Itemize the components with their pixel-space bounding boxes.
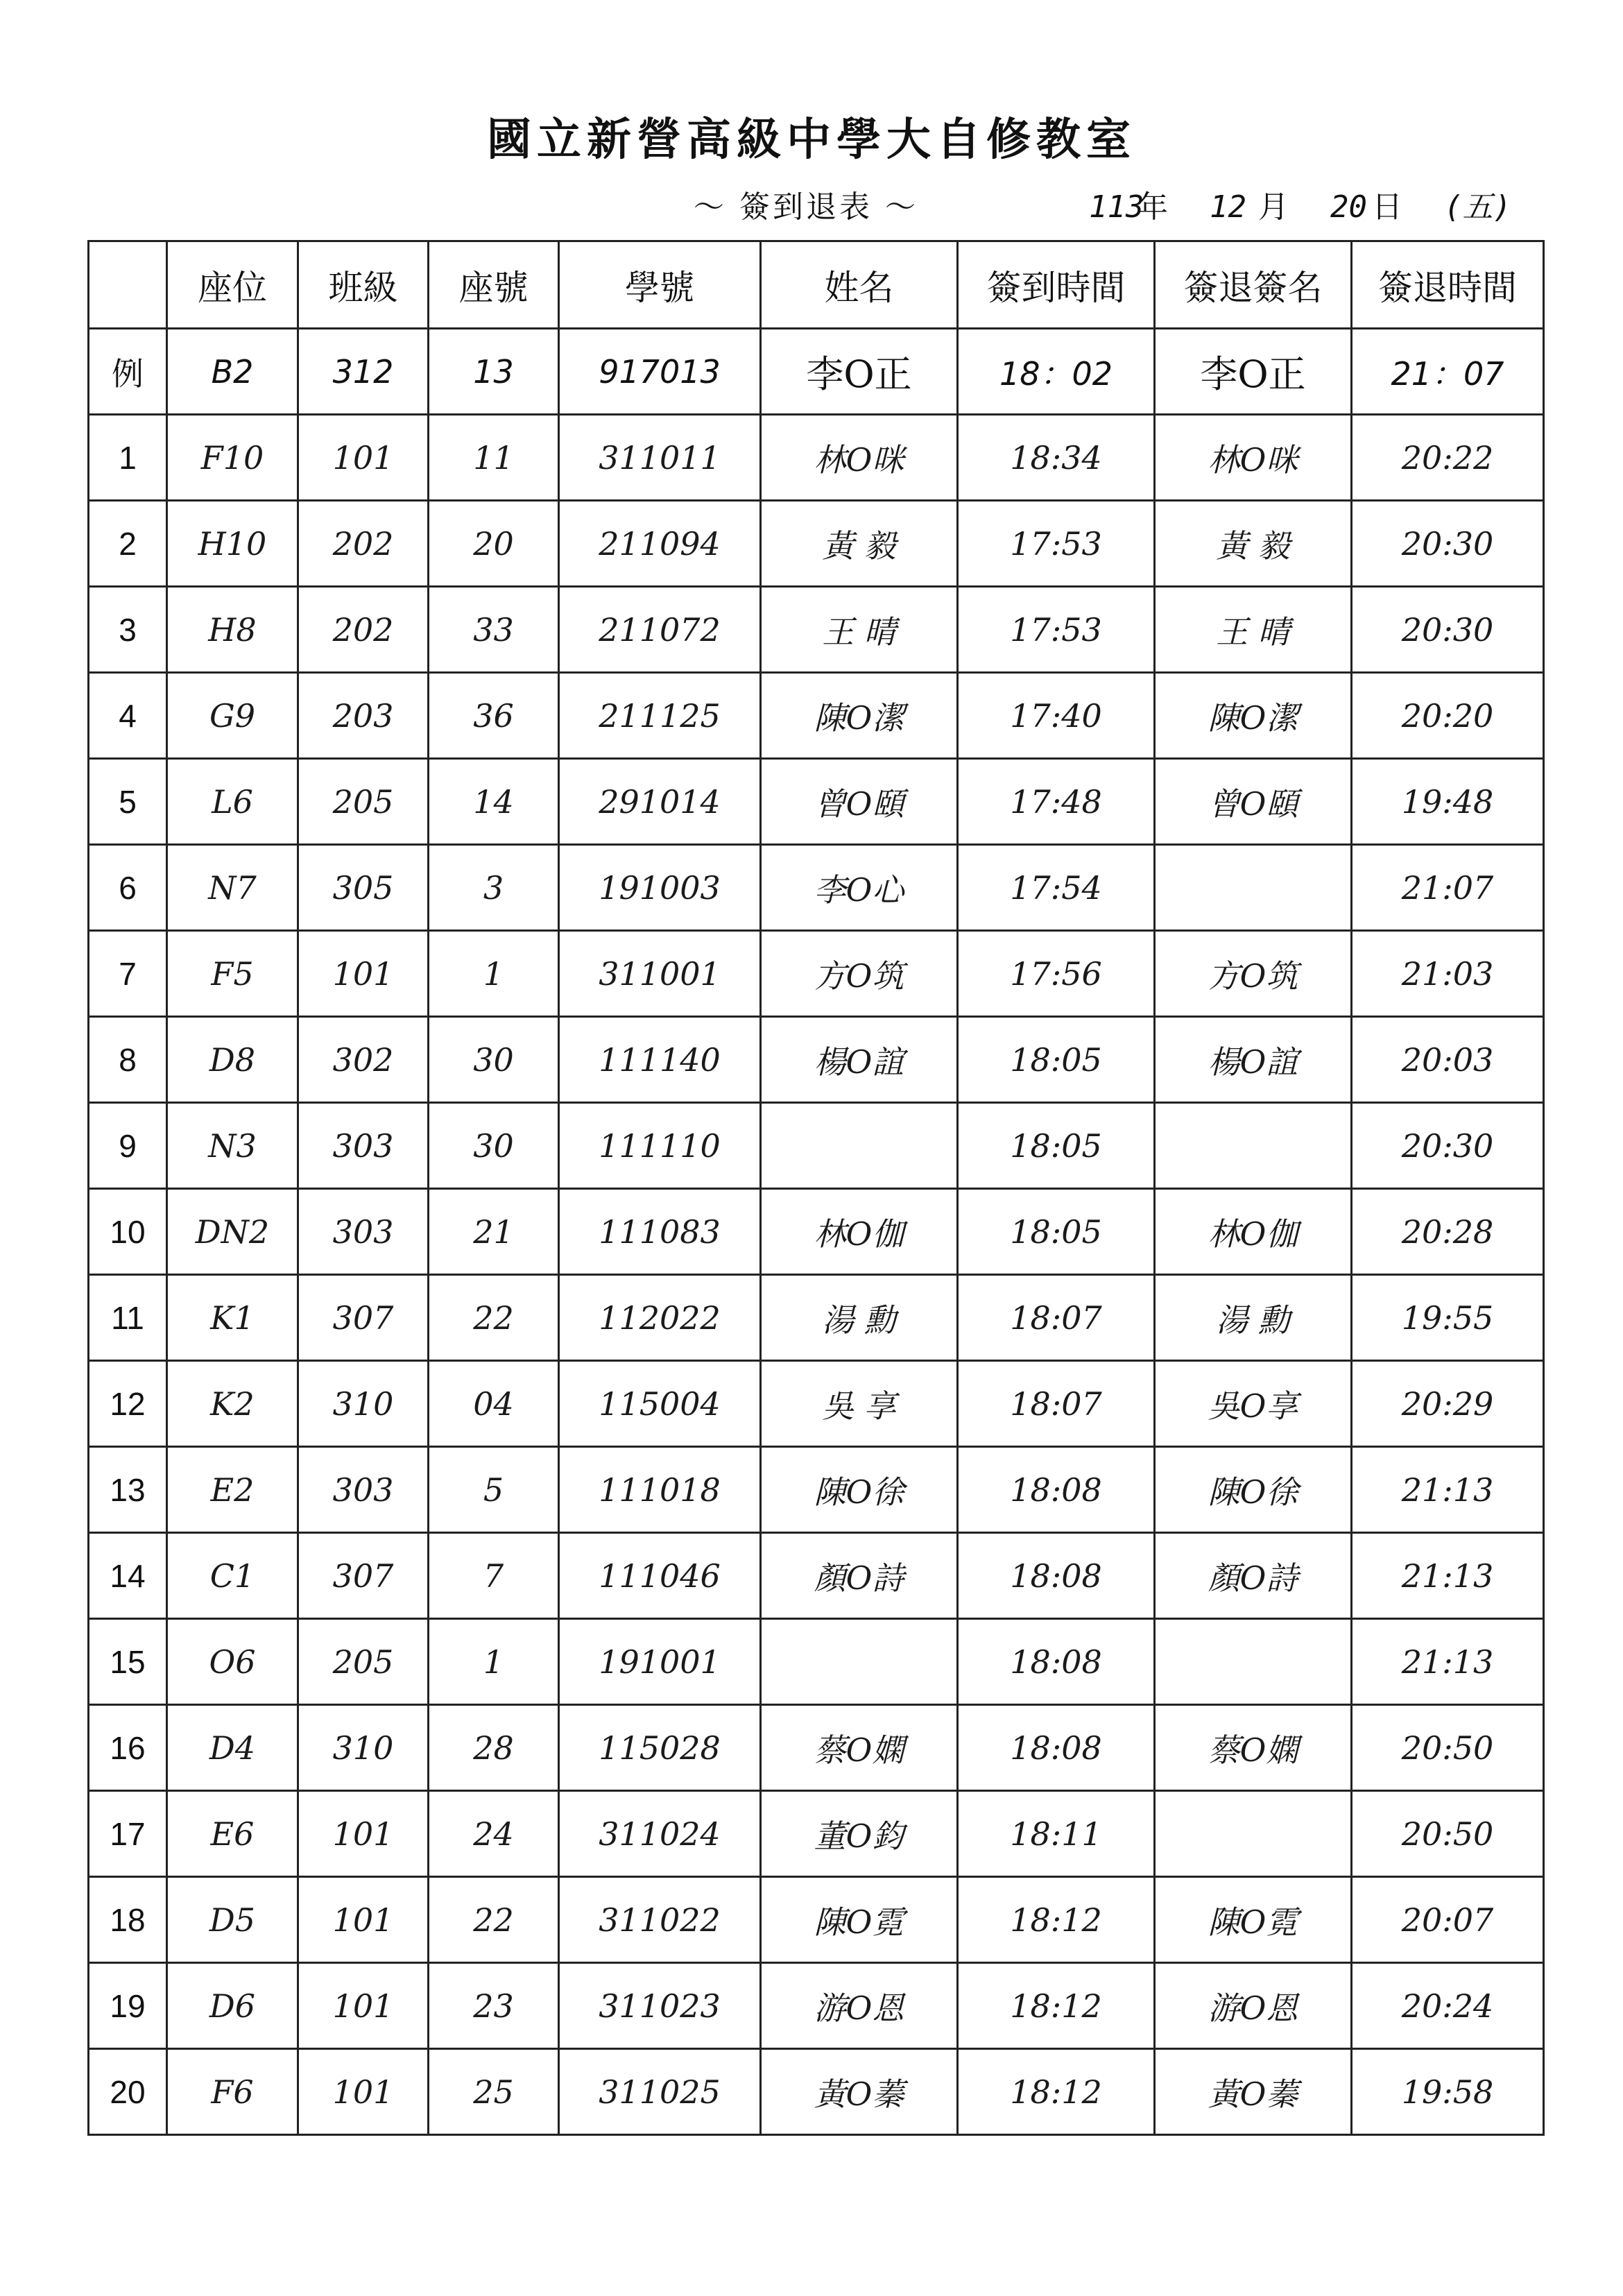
row-index: 10	[89, 1189, 167, 1275]
class-cell: 101	[298, 931, 429, 1017]
table-row	[89, 1791, 1544, 1877]
seat-no-cell: 22	[429, 1877, 559, 1963]
sign-in-time-cell: 17:48	[958, 759, 1155, 845]
sign-out-time-cell: 20:50	[1352, 1791, 1544, 1877]
table-header	[89, 241, 1544, 329]
class-cell: 305	[298, 845, 429, 931]
class-cell: 203	[298, 673, 429, 759]
sign-in-time-cell: 18:34	[958, 415, 1155, 501]
sign-in-time-cell: 18:07	[958, 1361, 1155, 1447]
row-index: 11	[89, 1275, 167, 1361]
col-student-id: 學號	[559, 241, 761, 329]
seat-cell: D4	[167, 1705, 298, 1791]
date-month: 12	[1210, 189, 1246, 225]
sign-out-time-cell: 20:50	[1352, 1705, 1544, 1791]
row-index: 20	[89, 2049, 167, 2135]
row-index: 8	[89, 1017, 167, 1103]
class-cell: 101	[298, 1963, 429, 2049]
sign-out-time-cell: 21:13	[1352, 1533, 1544, 1619]
sign-out-time-cell: 20:07	[1352, 1877, 1544, 1963]
name-cell: 黃O蓁	[761, 2049, 958, 2135]
sign-in-time-cell: 18:12	[958, 1877, 1155, 1963]
row-index: 19	[89, 1963, 167, 2049]
seat-no-cell: 7	[429, 1533, 559, 1619]
class-cell: 202	[298, 587, 429, 673]
date-day-label: 日	[1372, 189, 1402, 225]
sign-in-time-cell: 17:56	[958, 931, 1155, 1017]
seat-cell: B2	[167, 329, 298, 415]
col-seat: 座位	[167, 241, 298, 329]
seat-cell: G9	[167, 673, 298, 759]
table-row	[89, 1963, 1544, 2049]
seat-no-cell: 25	[429, 2049, 559, 2135]
name-cell: 董O鈞	[761, 1791, 958, 1877]
seat-no-cell: 36	[429, 673, 559, 759]
sign-in-time-cell: 18:05	[958, 1017, 1155, 1103]
student-id-cell: 111083	[559, 1189, 761, 1275]
name-cell: 林O咪	[761, 415, 958, 501]
table-row	[89, 1619, 1544, 1705]
seat-no-cell: 5	[429, 1447, 559, 1533]
seat-no-cell: 1	[429, 931, 559, 1017]
sign-in-time-cell: 18:07	[958, 1275, 1155, 1361]
student-id-cell: 112022	[559, 1275, 761, 1361]
table-row	[89, 1103, 1544, 1189]
col-index	[89, 241, 167, 329]
sign-out-time-cell: 20:22	[1352, 415, 1544, 501]
sign-out-signature-cell	[1155, 845, 1352, 931]
class-cell: 310	[298, 1361, 429, 1447]
row-index: 17	[89, 1791, 167, 1877]
table-row	[89, 1533, 1544, 1619]
row-index: 9	[89, 1103, 167, 1189]
seat-no-cell: 21	[429, 1189, 559, 1275]
name-cell: 陳O徐	[761, 1447, 958, 1533]
class-cell: 307	[298, 1275, 429, 1361]
table-row	[89, 1877, 1544, 1963]
table-row	[89, 1189, 1544, 1275]
sign-out-time-cell: 20:24	[1352, 1963, 1544, 2049]
seat-cell: F10	[167, 415, 298, 501]
row-index: 3	[89, 587, 167, 673]
student-id-cell: 191001	[559, 1619, 761, 1705]
col-seat-no: 座號	[429, 241, 559, 329]
sign-out-signature-cell: 黃O蓁	[1155, 2049, 1352, 2135]
sign-out-signature-cell: 王 晴	[1155, 587, 1352, 673]
name-cell: 陳O潔	[761, 673, 958, 759]
student-id-cell: 311011	[559, 415, 761, 501]
row-index: 15	[89, 1619, 167, 1705]
seat-no-cell: 30	[429, 1103, 559, 1189]
sign-out-signature-cell	[1155, 1619, 1352, 1705]
name-cell: 李O正	[761, 329, 958, 415]
row-index: 例	[89, 329, 167, 415]
subtitle-row	[0, 182, 1623, 230]
seat-no-cell: 28	[429, 1705, 559, 1791]
name-cell: 林O伽	[761, 1189, 958, 1275]
seat-cell: E2	[167, 1447, 298, 1533]
class-cell: 310	[298, 1705, 429, 1791]
name-cell: 湯 勳	[761, 1275, 958, 1361]
sign-in-time-cell: 17:40	[958, 673, 1155, 759]
seat-cell: H10	[167, 501, 298, 587]
student-id-cell: 211094	[559, 501, 761, 587]
class-cell: 312	[298, 329, 429, 415]
table-row	[89, 2049, 1544, 2135]
sign-out-signature-cell: 顏O詩	[1155, 1533, 1352, 1619]
row-index: 12	[89, 1361, 167, 1447]
seat-no-cell: 3	[429, 845, 559, 931]
sign-in-time-cell: 17:53	[958, 501, 1155, 587]
sign-out-signature-cell: 湯 勳	[1155, 1275, 1352, 1361]
sign-out-time-cell: 19:55	[1352, 1275, 1544, 1361]
sign-in-table	[87, 240, 1545, 2136]
seat-no-cell: 20	[429, 501, 559, 587]
col-sign-out-time: 簽退時間	[1352, 241, 1544, 329]
seat-no-cell: 24	[429, 1791, 559, 1877]
seat-cell: L6	[167, 759, 298, 845]
class-cell: 303	[298, 1447, 429, 1533]
sign-out-signature-cell: 楊O誼	[1155, 1017, 1352, 1103]
student-id-cell: 311022	[559, 1877, 761, 1963]
seat-cell: K2	[167, 1361, 298, 1447]
seat-no-cell: 04	[429, 1361, 559, 1447]
row-index: 5	[89, 759, 167, 845]
seat-no-cell: 33	[429, 587, 559, 673]
sign-in-time-cell: 17:54	[958, 845, 1155, 931]
sign-out-time-cell: 19:48	[1352, 759, 1544, 845]
class-cell: 303	[298, 1103, 429, 1189]
row-index: 18	[89, 1877, 167, 1963]
row-index: 2	[89, 501, 167, 587]
name-cell: 黃 毅	[761, 501, 958, 587]
row-index: 7	[89, 931, 167, 1017]
date-weekday: (五)	[1444, 189, 1511, 225]
table-row	[89, 845, 1544, 931]
form-date	[1089, 182, 1511, 226]
table-row	[89, 1705, 1544, 1791]
student-id-cell: 311023	[559, 1963, 761, 2049]
seat-cell: D6	[167, 1963, 298, 2049]
seat-no-cell: 22	[429, 1275, 559, 1361]
sign-out-signature-cell: 吳O享	[1155, 1361, 1352, 1447]
row-index: 16	[89, 1705, 167, 1791]
seat-cell: C1	[167, 1533, 298, 1619]
class-cell: 101	[298, 2049, 429, 2135]
sign-out-time-cell: 21:13	[1352, 1619, 1544, 1705]
sign-out-signature-cell: 李O正	[1155, 329, 1352, 415]
name-cell: 顏O詩	[761, 1533, 958, 1619]
seat-no-cell: 14	[429, 759, 559, 845]
date-month-label: 月	[1258, 189, 1289, 225]
class-cell: 101	[298, 415, 429, 501]
row-index: 4	[89, 673, 167, 759]
seat-no-cell: 11	[429, 415, 559, 501]
sign-in-time-cell: 18:08	[958, 1705, 1155, 1791]
seat-cell: D8	[167, 1017, 298, 1103]
date-year: 113	[1089, 189, 1144, 225]
sign-out-signature-cell: 蔡O嫻	[1155, 1705, 1352, 1791]
sign-out-time-cell: 19:58	[1352, 2049, 1544, 2135]
sign-out-signature-cell: 林O伽	[1155, 1189, 1352, 1275]
table-row	[89, 759, 1544, 845]
date-day: 20	[1330, 189, 1367, 225]
sign-out-time-cell: 21：07	[1352, 329, 1544, 415]
name-cell: 楊O誼	[761, 1017, 958, 1103]
student-id-cell: 917013	[559, 329, 761, 415]
sign-in-time-cell: 18:05	[958, 1103, 1155, 1189]
table-row	[89, 587, 1544, 673]
name-cell: 曾O頤	[761, 759, 958, 845]
seat-cell: K1	[167, 1275, 298, 1361]
student-id-cell: 111046	[559, 1533, 761, 1619]
table-row	[89, 415, 1544, 501]
sign-out-signature-cell: 曾O頤	[1155, 759, 1352, 845]
seat-cell: F5	[167, 931, 298, 1017]
student-id-cell: 211072	[559, 587, 761, 673]
sign-in-time-cell: 18:08	[958, 1533, 1155, 1619]
row-index: 14	[89, 1533, 167, 1619]
student-id-cell: 211125	[559, 673, 761, 759]
sign-in-time-cell: 18:08	[958, 1619, 1155, 1705]
sign-in-time-cell: 18:05	[958, 1189, 1155, 1275]
table-row	[89, 1275, 1544, 1361]
sign-out-signature-cell	[1155, 1791, 1352, 1877]
name-cell: 李O心	[761, 845, 958, 931]
sign-out-time-cell: 20:28	[1352, 1189, 1544, 1275]
seat-cell: E6	[167, 1791, 298, 1877]
student-id-cell: 311024	[559, 1791, 761, 1877]
row-index: 13	[89, 1447, 167, 1533]
seat-cell: N7	[167, 845, 298, 931]
sign-out-signature-cell: 陳O徐	[1155, 1447, 1352, 1533]
class-cell: 205	[298, 1619, 429, 1705]
class-cell: 303	[298, 1189, 429, 1275]
table-row	[89, 501, 1544, 587]
sign-out-signature-cell: 陳O潔	[1155, 673, 1352, 759]
student-id-cell: 115004	[559, 1361, 761, 1447]
class-cell: 101	[298, 1791, 429, 1877]
seat-cell: DN2	[167, 1189, 298, 1275]
sign-out-time-cell: 20:29	[1352, 1361, 1544, 1447]
name-cell: 游O恩	[761, 1963, 958, 2049]
col-class: 班級	[298, 241, 429, 329]
name-cell: 方O筑	[761, 931, 958, 1017]
sign-in-time-cell: 17:53	[958, 587, 1155, 673]
class-cell: 202	[298, 501, 429, 587]
name-cell: 陳O霓	[761, 1877, 958, 1963]
student-id-cell: 115028	[559, 1705, 761, 1791]
seat-cell: D5	[167, 1877, 298, 1963]
sign-out-signature-cell: 林O咪	[1155, 415, 1352, 501]
sign-in-time-cell: 18:11	[958, 1791, 1155, 1877]
name-cell: 吳 享	[761, 1361, 958, 1447]
sign-out-time-cell: 20:30	[1352, 1103, 1544, 1189]
sign-in-time-cell: 18：02	[958, 329, 1155, 415]
sign-in-time-cell: 18:12	[958, 1963, 1155, 2049]
sign-out-signature-cell: 方O筑	[1155, 931, 1352, 1017]
student-id-cell: 291014	[559, 759, 761, 845]
col-sign-out-signature: 簽退簽名	[1155, 241, 1352, 329]
sign-out-time-cell: 20:20	[1352, 673, 1544, 759]
student-id-cell: 311025	[559, 2049, 761, 2135]
class-cell: 302	[298, 1017, 429, 1103]
sign-out-signature-cell: 黃 毅	[1155, 501, 1352, 587]
sign-out-signature-cell: 游O恩	[1155, 1963, 1352, 2049]
sign-out-time-cell: 21:07	[1352, 845, 1544, 931]
table-row	[89, 673, 1544, 759]
seat-cell: F6	[167, 2049, 298, 2135]
row-index: 6	[89, 845, 167, 931]
student-id-cell: 311001	[559, 931, 761, 1017]
sign-out-time-cell: 20:30	[1352, 501, 1544, 587]
table-row	[89, 1017, 1544, 1103]
seat-no-cell: 1	[429, 1619, 559, 1705]
seat-cell: H8	[167, 587, 298, 673]
sign-out-time-cell: 21:13	[1352, 1447, 1544, 1533]
table-row	[89, 1447, 1544, 1533]
class-cell: 101	[298, 1877, 429, 1963]
col-sign-in-time: 簽到時間	[958, 241, 1155, 329]
col-name: 姓名	[761, 241, 958, 329]
example-row	[89, 329, 1544, 415]
name-cell	[761, 1103, 958, 1189]
form-subtitle: ～ 簽到退表 ～	[694, 189, 918, 225]
row-index: 1	[89, 415, 167, 501]
name-cell	[761, 1619, 958, 1705]
student-id-cell: 111018	[559, 1447, 761, 1533]
sign-in-time-cell: 18:12	[958, 2049, 1155, 2135]
sign-out-time-cell: 21:03	[1352, 931, 1544, 1017]
seat-cell: N3	[167, 1103, 298, 1189]
name-cell: 蔡O嫻	[761, 1705, 958, 1791]
seat-no-cell: 23	[429, 1963, 559, 2049]
seat-cell: O6	[167, 1619, 298, 1705]
page-title: 國立新營高級中學大自修教室	[487, 114, 1136, 166]
date-year-label: 年	[1137, 189, 1168, 225]
student-id-cell: 191003	[559, 845, 761, 931]
student-id-cell: 111110	[559, 1103, 761, 1189]
sign-out-time-cell: 20:30	[1352, 587, 1544, 673]
table-row	[89, 931, 1544, 1017]
seat-no-cell: 30	[429, 1017, 559, 1103]
sign-out-time-cell: 20:03	[1352, 1017, 1544, 1103]
name-cell: 王 晴	[761, 587, 958, 673]
table-row	[89, 1361, 1544, 1447]
sign-out-signature-cell: 陳O霓	[1155, 1877, 1352, 1963]
student-id-cell: 111140	[559, 1017, 761, 1103]
class-cell: 307	[298, 1533, 429, 1619]
class-cell: 205	[298, 759, 429, 845]
sign-out-signature-cell	[1155, 1103, 1352, 1189]
seat-no-cell: 13	[429, 329, 559, 415]
sign-in-time-cell: 18:08	[958, 1447, 1155, 1533]
